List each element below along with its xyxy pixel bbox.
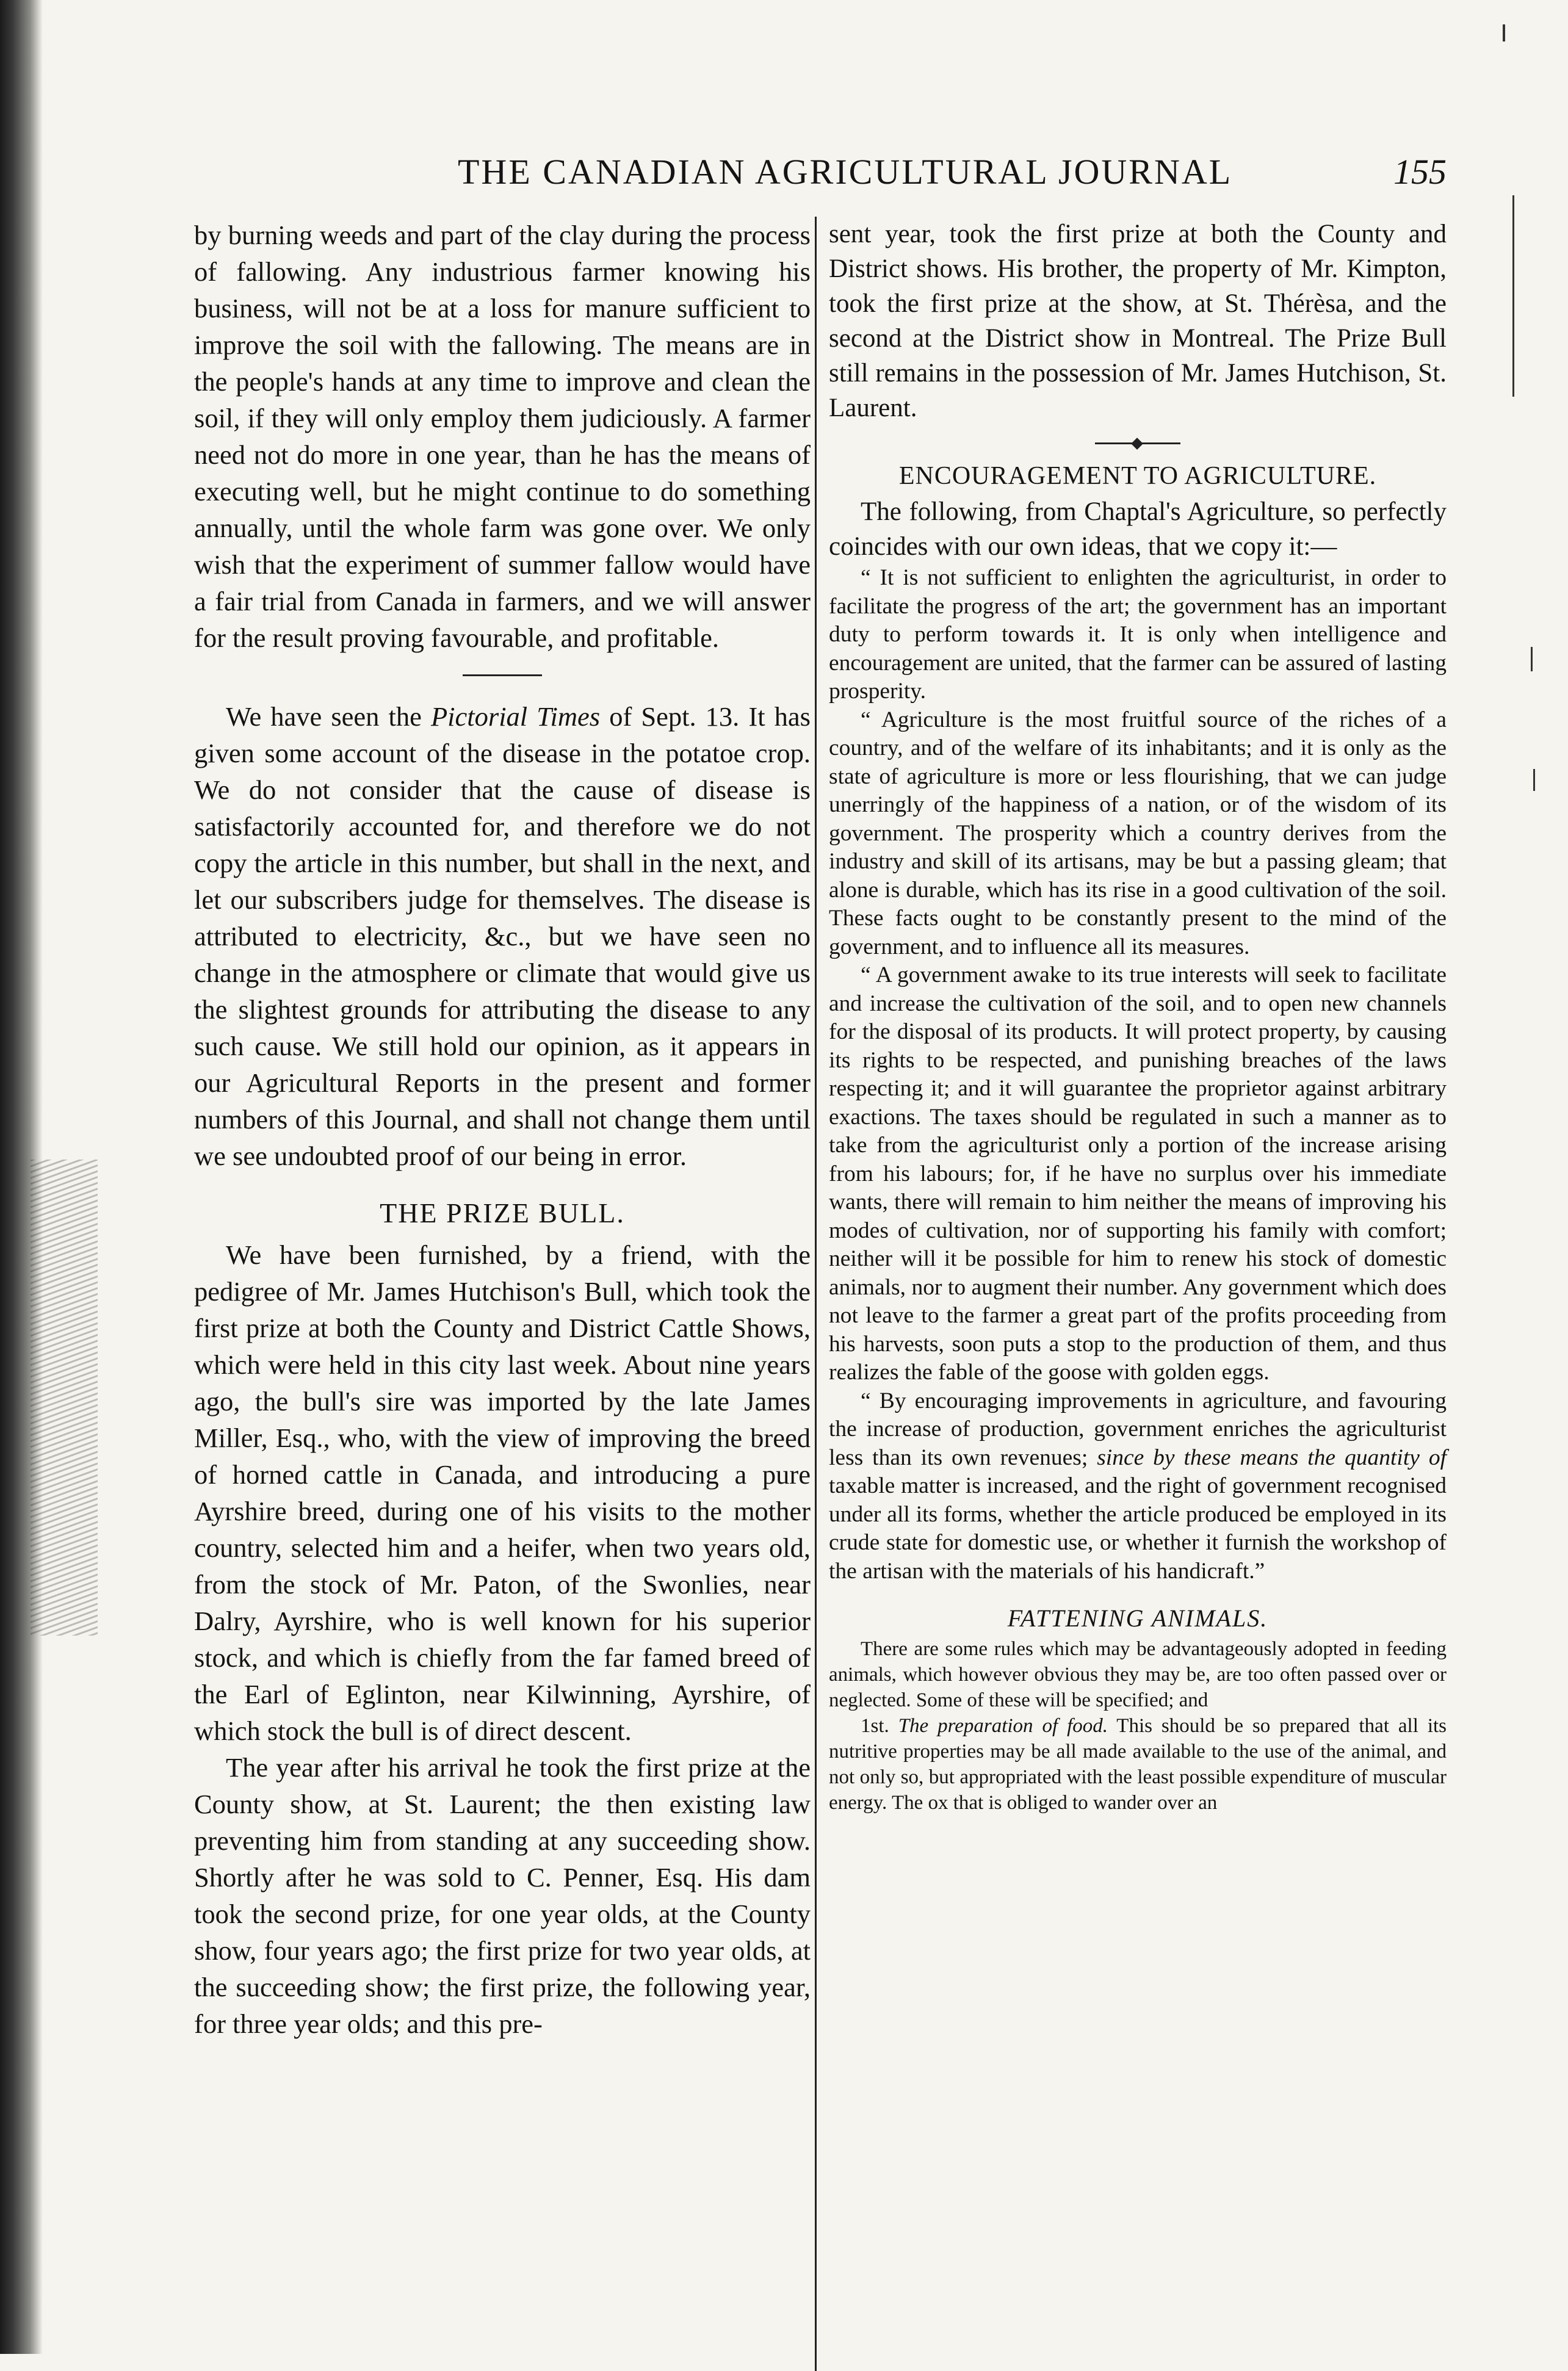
fallow-paragraph: by burning weeds and part of the clay during the process of fallowing. Any industrious farmer knowing his business, will not be at a loss for manure sufficient to improve the soil with the fallowing. The means are in the people's hands at any time to improve and clean the soil, if they will only employ them judiciously. A farmer need not do more in one year, than he has the means of executing well, but he might continue to do something annually, until the whole farm was gone over. We only wish that the experiment of summer fallow would have a fair trial from Canada in farmers, and we will answer for the result proving favourable, and profitable. bbox=[194, 220, 811, 653]
italic-span: since by these means the quantity of bbox=[1097, 1445, 1447, 1470]
edge-mark bbox=[1533, 769, 1535, 791]
prize-bull-paragraph-2: The year after his arrival he took the first prize at the County show, at St. Laurent; the then existing law preventing him from standing at any succeeding show. Shortly after he was sold to C. Penner, Esq. His dam took the second prize, for one year olds, at the County show, four years ago; the first prize for two year olds, at the succeeding show; the first prize, the following year, for three year olds; and this pre- bbox=[194, 1752, 811, 2039]
food-preparation-paragraph bbox=[829, 1713, 1447, 1816]
prize-bull-heading: THE PRIZE BULL. bbox=[380, 1197, 625, 1229]
quote-paragraph-4 bbox=[829, 1387, 1447, 1586]
section-divider bbox=[463, 674, 542, 676]
quote-paragraph-2: “ Agriculture is the most fruitful source of the riches of a country, and of the welfare of its inhabitants; and it is only as the state of agriculture is more or less flourishing, that we can judge unerringly of the happiness of a nation, or of the wisdom of its government. The prosperity which a country derives from the industry and skill of its artisans, may be but a passing gleam; that alone is durable, which has its rise in a good cultivation of the soil. These facts ought to be constantly present to the mind of the government, and to influence all its measures. bbox=[829, 707, 1447, 959]
left-column bbox=[194, 217, 811, 2042]
edge-mark bbox=[1531, 647, 1533, 671]
edge-mark bbox=[1512, 195, 1514, 397]
pictorial-times-title: Pictorial Times bbox=[430, 701, 601, 732]
quote-paragraph-1: “ It is not sufficient to enlighten the agriculturist, in order to facilitate the progress of the art; the government has an important duty to perform towards it. It is only when intelligence and encouragement are united, that the farmer can be assured of lasting prosperity. bbox=[829, 565, 1447, 704]
page-number: 155 bbox=[1393, 152, 1447, 192]
chaptal-intro: The following, from Chaptal's Agriculture, so perfectly coincides with our own ideas, that we copy it:— bbox=[829, 497, 1447, 561]
italic-span: The preparation of food. bbox=[898, 1715, 1108, 1737]
fattening-heading: FATTENING ANIMALS. bbox=[1007, 1604, 1268, 1632]
prize-bull-continued: sent year, took the first prize at both the County and District shows. His brother, the property of Mr. Kimpton, took the first prize at the show, at St. Thérèsa, and the second at the District show in Montreal. The Prize Bull still remains in the possession of Mr. James Hutchison, St. Laurent. bbox=[829, 220, 1447, 422]
text-span: This should be so prepared that all its nutritive properties may be all made available to the use of the animal, and not only so, but appropriated with the least possible expenditure of muscular energy. The ox that is obliged to wander over an bbox=[829, 1715, 1447, 1814]
potato-disease-paragraph bbox=[194, 698, 811, 1174]
quote-paragraph-3: “ A government awake to its true interests will seek to facilitate and increase the cultivation of the soil, and to open new channels for the disposal of its products. It will protect property, by causing its rights to be respected, and punishing breaches of the laws respecting it; and it will guarantee the proprietor against arbitrary exactions. The taxes should be regulated in such a manner as to take from the agriculturist only a portion of the increase arising from his labours; for, if he have no surplus over his immediate wants, there will remain to him neither the means of improving his modes of cultivation, nor of supporting his family with comfort; neither will it be possible for him to renew his stock of domestic animals, nor to augment their number. Any government which does not leave to the farmer a great part of the profits proceeding from his harvests, soon puts a stop to the production of them, and thus realizes the fable of the goose with golden eggs. bbox=[829, 962, 1447, 1385]
journal-title: THE CANADIAN AGRICULTURAL JOURNAL bbox=[458, 152, 1233, 192]
text-span: 1st. bbox=[861, 1715, 898, 1737]
fattening-intro: There are some rules which may be advantageously adopted in feeding animals, which however obvious they may be, are too often passed over or neglected. Some of these will be specified; and bbox=[829, 1638, 1447, 1711]
running-head bbox=[458, 151, 1447, 200]
text-span: We have seen the bbox=[226, 701, 431, 732]
section-divider bbox=[1095, 442, 1180, 444]
edge-mark bbox=[1503, 24, 1505, 42]
encouragement-heading: ENCOURAGEMENT TO AGRICULTURE. bbox=[898, 462, 1377, 490]
text-span: taxable matter is increased, and the right of government recognised under all its forms, whether the article produced be employed in its crude state for domestic use, or whether it furnish the workshop of the artisan with the materials of his handicraft.” bbox=[829, 1473, 1447, 1584]
right-column bbox=[815, 217, 1447, 2371]
prize-bull-paragraph: We have been furnished, by a friend, with the pedigree of Mr. James Hutchison's Bull, which took the first prize at both the County and District Cattle Shows, which were held in this city last week. About nine years ago, the bull's sire was imported by the late James Miller, Esq., who, with the view of improving the breed of horned cattle in Canada, and introducing a pure Ayrshire breed, during one of his visits to the mother country, selected him and a heifer, when two years old, from the stock of Mr. Paton, of the Swonlies, near Dalry, Ayrshire, who is well known for his superior stock, and which is chiefly from the far famed breed of the Earl of Eglinton, near Kilwinning, Ayrshire, of which stock the bull is of direct descent. bbox=[194, 1240, 811, 1746]
text-span: of Sept. 13. It has given some account of the disease in the potatoe crop. We do not consider that the cause of disease is satisfactorily accounted for, and therefore we do not copy the article in this number, but shall in the next, and let our subscribers judge for themselves. The disease is attributed to electricity, &c., but we have seen no change in the atmosphere or climate that would give us the slightest grounds for attributing the disease to any such cause. We still hold our opinion, as it appears in our Agricultural Reports in the present and former numbers of this Journal, and shall not change them until we see undoubted proof of our being in error. bbox=[194, 701, 811, 1171]
binding-speckle bbox=[31, 1160, 98, 1636]
text-span: “ By encouraging improvements in agriculture, and favouring the increase of production, government enriches the agriculturist less than its own revenues; bbox=[829, 1388, 1447, 1470]
